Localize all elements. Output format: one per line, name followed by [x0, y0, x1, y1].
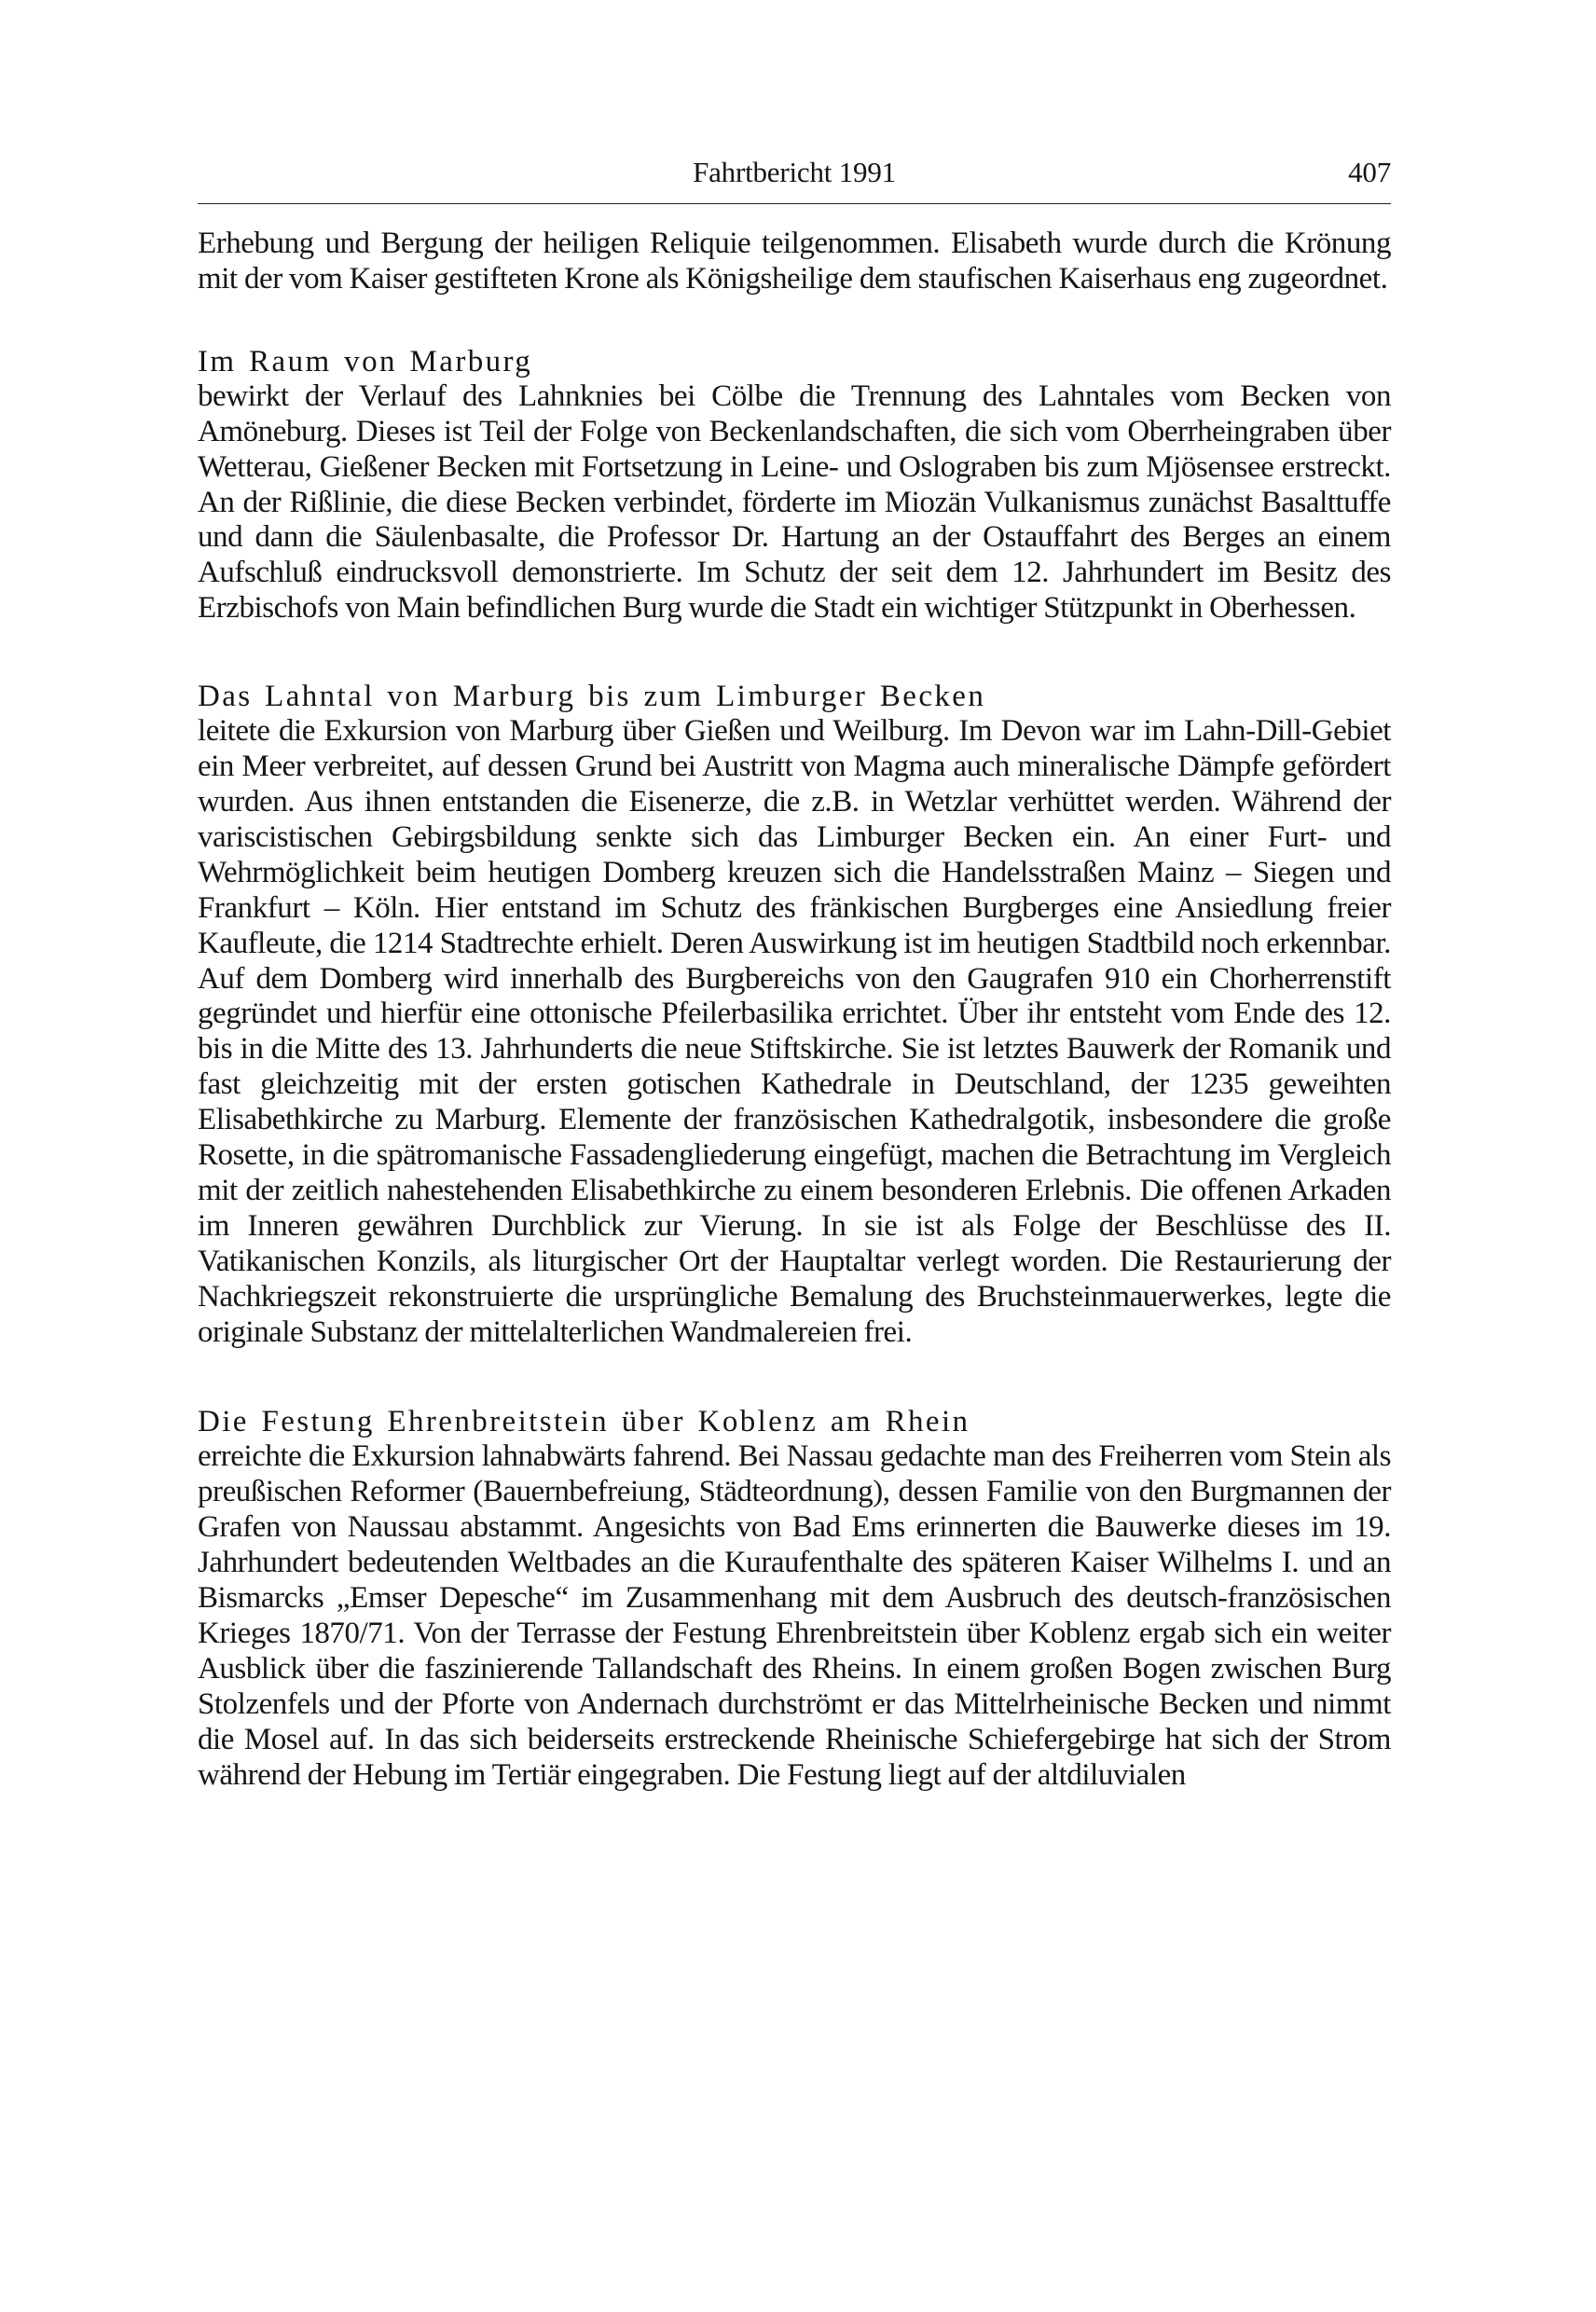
section-paragraph: bewirkt der Verlauf des Lahnknies bei Cölbe die Trennung des Lahntales vom Becken von Amöneburg. Dieses ist Teil der Folge von Beckenlandschaften, die sich vom Oberrheingraben über Wetterau, Gießener Becken mit Fortsetzung in Leine- und Oslograben bis zum Mjösensee erstreckt. An der Rißlinie, die diese Becken verbindet, förderte im Miozän Vulkanismus zunächst Basalttuffe und dann die Säulenbasalte, die Professor Dr. Hartung an der Ostauffahrt des Berges an einem Aufschluß eindrucksvoll demonstrierte. Im Schutz der seit dem 12. Jahrhundert im Besitz des Erzbischofs von Main befindlichen Burg wurde die Stadt ein wichtiger Stützpunkt in Oberhessen.: [198, 378, 1391, 626]
section-paragraph: leitete die Exkursion von Marburg über Gießen und Weilburg. Im Devon war im Lahn-Dill-Gebiet ein Meer verbreitet, auf dessen Grund bei Austritt von Magma auch mineralische Dämpfe gefördert wurden. Aus ihnen entstanden die Eisenerze, die z.B. in Wetzlar verhüttet werden. Während der variscistischen Gebirgsbildung senkte sich das Limburger Becken ein. An einer Furt- und Wehrmöglichkeit beim heutigen Domberg kreuzen sich die Handelsstraßen Mainz – Siegen und Frankfurt – Köln. Hier entstand im Schutz des fränkischen Burgberges eine Ansiedlung freier Kaufleute, die 1214 Stadtrechte erhielt. Deren Auswirkung ist im heutigen Stadtbild noch erkennbar. Auf dem Domberg wird innerhalb des Burgbereichs von den Gaugrafen 910 ein Chorherrenstift gegründet und hierfür eine ottonische Pfeilerbasilika errichtet. Über ihr entsteht vom Ende des 12. bis in die Mitte des 13. Jahrhunderts die neue Stiftskirche. Sie ist letztes Bauwerk der Romanik und fast gleichzeitig mit der ersten gotischen Kathedrale in Deutschland, der 1235 geweihten Elisabethkirche zu Marburg. Elemente der französischen Kathedralgotik, insbesondere die große Rosette, in die spätromanische Fassadengliederung eingefügt, machen die Betrachtung im Vergleich mit der zeitlich nahestehenden Elisabethkirche zu einem besonderen Erlebnis. Die offenen Arkaden im Inneren gewähren Durchblick zur Vierung. In sie ist als Folge der Beschlüsse des II. Vatikanischen Konzils, als liturgischer Ort der Hauptaltar verlegt worden. Die Restaurierung der Nachkriegszeit rekonstruierte die ursprüngliche Bemalung des Bruchsteinmauerwerkes, legte die originale Substanz der mittelalterlichen Wandmalereien frei.: [198, 714, 1391, 1349]
section-paragraph: erreichte die Exkursion lahnabwärts fahrend. Bei Nassau gedachte man des Freiherren vom Stein als preußischen Reformer (Bauernbefreiung, Städteordnung), dessen Familie von den Burgmannen der Grafen von Naussau abstammt. Angesichts von Bad Ems erinnerten die Bauwerke dieses im 19. Jahrhundert bedeutenden Weltbades an die Kuraufenthalte des späteren Kaiser Wilhelms I. und an Bismarcks „Emser Depesche“ im Zusammenhang mit dem Ausbruch des deutsch-französischen Krieges 1870/71. Von der Terrasse der Festung Ehrenbreitstein über Koblenz ergab sich ein weiter Ausblick über die faszinierende Tallandschaft des Rheins. In einem großen Bogen zwischen Burg Stolzenfels und der Pforte von Andernach durchströmt er das Mittelrheinische Becken und nimmt die Mosel auf. In das sich beiderseits erstreckende Rheinische Schiefergebirge hat sich der Strom während der Hebung im Tertiär eingegraben. Die Festung liegt auf der altdiluvialen: [198, 1439, 1391, 1792]
section-ehrenbreitstein: [198, 1404, 1391, 1793]
document-page: [198, 147, 1391, 1794]
running-head: [198, 147, 1391, 198]
section-title: Die Festung Ehrenbreitstein über Koblenz am Rhein: [198, 1405, 970, 1439]
running-title: Fahrtbericht 1991: [693, 156, 896, 188]
section-lahntal: [198, 679, 1391, 1350]
page-number: 407: [1348, 156, 1391, 188]
body-text: [198, 227, 1391, 1794]
header-rule: [198, 203, 1391, 204]
section-title: Im Raum von Marburg: [198, 344, 533, 378]
section-marburg: [198, 344, 1391, 626]
section-title: Das Lahntal von Marburg bis zum Limburger Becken: [198, 680, 986, 714]
intro-paragraph: Erhebung und Bergung der heiligen Reliquie teilgenommen. Elisabeth wurde durch die Krönung mit der vom Kaiser gestifteten Krone als Königsheilige dem staufischen Kaiserhaus eng zugeordnet.: [198, 227, 1391, 296]
